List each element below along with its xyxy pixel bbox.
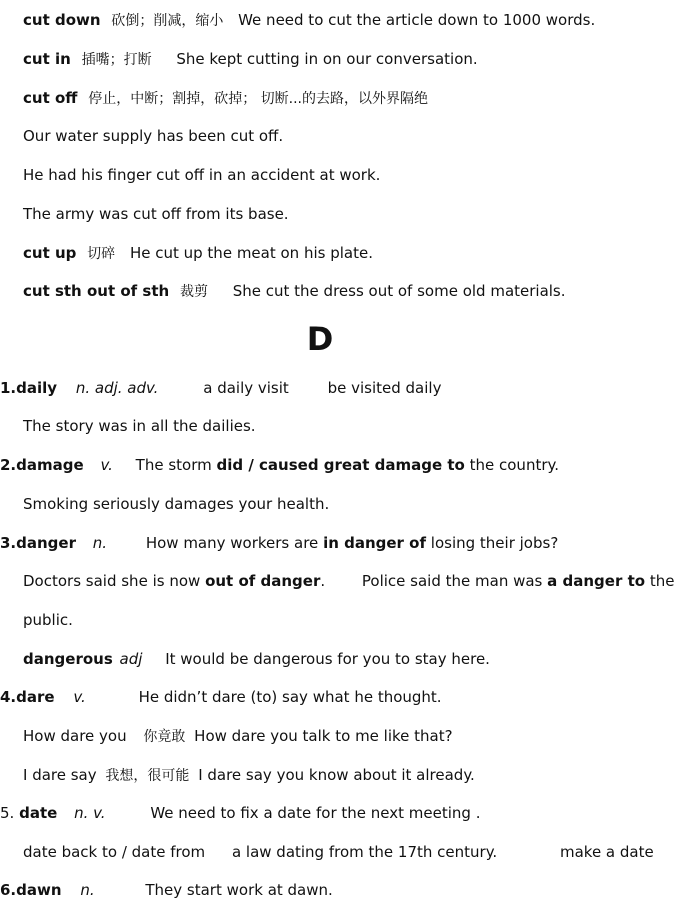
entry-cut-out — [23, 281, 566, 301]
entry-damage — [0, 455, 559, 475]
example: Smoking seriously damages your health. — [23, 495, 330, 513]
chinese-meaning: 裁剪 — [179, 284, 208, 300]
example: She kept cutting in on our conversation. — [176, 50, 478, 68]
part-of-speech: n. — [92, 534, 108, 552]
example-post: . — [320, 572, 326, 590]
example-bold: a danger to — [547, 572, 646, 590]
example: be visited daily — [327, 379, 442, 397]
example: We need to cut the article down to 1000 words. — [238, 11, 596, 29]
example-pre: How many workers are — [145, 534, 319, 552]
headword: cut down — [23, 11, 101, 29]
section-heading: D — [306, 320, 334, 358]
entry-dangerous — [23, 649, 490, 669]
part-of-speech: adj — [119, 650, 143, 668]
entry-number: 5. — [0, 804, 15, 822]
example-post: the country. — [469, 456, 560, 474]
entry-danger-examples — [23, 571, 674, 591]
part-of-speech: n. v. — [74, 804, 106, 822]
chinese-meaning: 我想，很可能 — [105, 768, 190, 784]
example-bold: out of danger — [205, 572, 321, 590]
entry-date-back — [23, 842, 654, 862]
example-post: losing their jobs? — [430, 534, 559, 552]
entry-cut-down — [23, 10, 595, 30]
entry-i-dare-say — [23, 765, 475, 785]
example-pre: Doctors said she is now — [23, 572, 201, 590]
phrase: How dare you — [23, 727, 127, 745]
example-pre: The storm — [135, 456, 212, 474]
example: We need to fix a date for the next meeting . — [150, 804, 481, 822]
example: She cut the dress out of some old materials. — [232, 282, 566, 300]
part-of-speech: n. — [80, 881, 95, 899]
chinese-meaning: 砍倒；削减，缩小 — [111, 13, 224, 29]
example: He didn’t dare (to) say what he thought. — [138, 688, 442, 706]
entry-cut-in — [23, 49, 478, 69]
headword: cut off — [23, 89, 78, 107]
headword: 6.dawn — [0, 881, 62, 899]
example-post: the — [649, 572, 674, 590]
example: make a date — [559, 843, 654, 861]
example-pre: Police said the man was — [361, 572, 543, 590]
example-bold: in danger of — [323, 534, 427, 552]
example-bold: did / caused great damage to — [216, 456, 465, 474]
headword: cut in — [23, 50, 71, 68]
phrase: date back to / date from — [23, 843, 206, 861]
example-continuation: public. — [23, 611, 73, 629]
example: They start work at dawn. — [145, 881, 333, 899]
phrase: I dare say — [23, 766, 97, 784]
headword: date — [19, 804, 58, 822]
headword: 2.damage — [0, 456, 84, 474]
example: The story was in all the dailies. — [23, 417, 256, 435]
example: The army was cut off from its base. — [23, 205, 289, 223]
entry-dare — [0, 687, 442, 707]
headword: 3.danger — [0, 534, 76, 552]
part-of-speech: v. — [100, 456, 113, 474]
entry-date — [0, 803, 480, 823]
entry-danger — [0, 533, 558, 553]
headword: 1.daily — [0, 379, 58, 397]
chinese-meaning: 停止，中断；割掉，砍掉； 切断...的去路，以外界隔绝 — [88, 91, 429, 107]
example: Our water supply has been cut off. — [23, 127, 284, 145]
example: a law dating from the 17th century. — [231, 843, 498, 861]
example: It would be dangerous for you to stay here. — [165, 650, 490, 668]
example: How dare you talk to me like that? — [194, 727, 453, 745]
headword: cut sth out of sth — [23, 282, 170, 300]
entry-cut-off — [23, 88, 428, 108]
chinese-meaning: 你竟敢 — [143, 729, 186, 745]
chinese-meaning: 插嘴；打断 — [81, 52, 152, 68]
entry-dawn — [0, 880, 333, 900]
example: I dare say you know about it already. — [198, 766, 475, 784]
entry-cut-up — [23, 243, 373, 263]
chinese-meaning: 切碎 — [87, 246, 116, 262]
part-of-speech: n. adj. adv. — [75, 379, 159, 397]
example: a daily visit — [203, 379, 289, 397]
entry-how-dare-you — [23, 726, 453, 746]
headword: 4.dare — [0, 688, 55, 706]
entry-daily — [0, 378, 441, 398]
example: He cut up the meat on his plate. — [129, 244, 373, 262]
headword: dangerous — [23, 650, 113, 668]
headword: cut up — [23, 244, 77, 262]
part-of-speech: v. — [73, 688, 86, 706]
example: He had his finger cut off in an accident at work. — [23, 166, 381, 184]
